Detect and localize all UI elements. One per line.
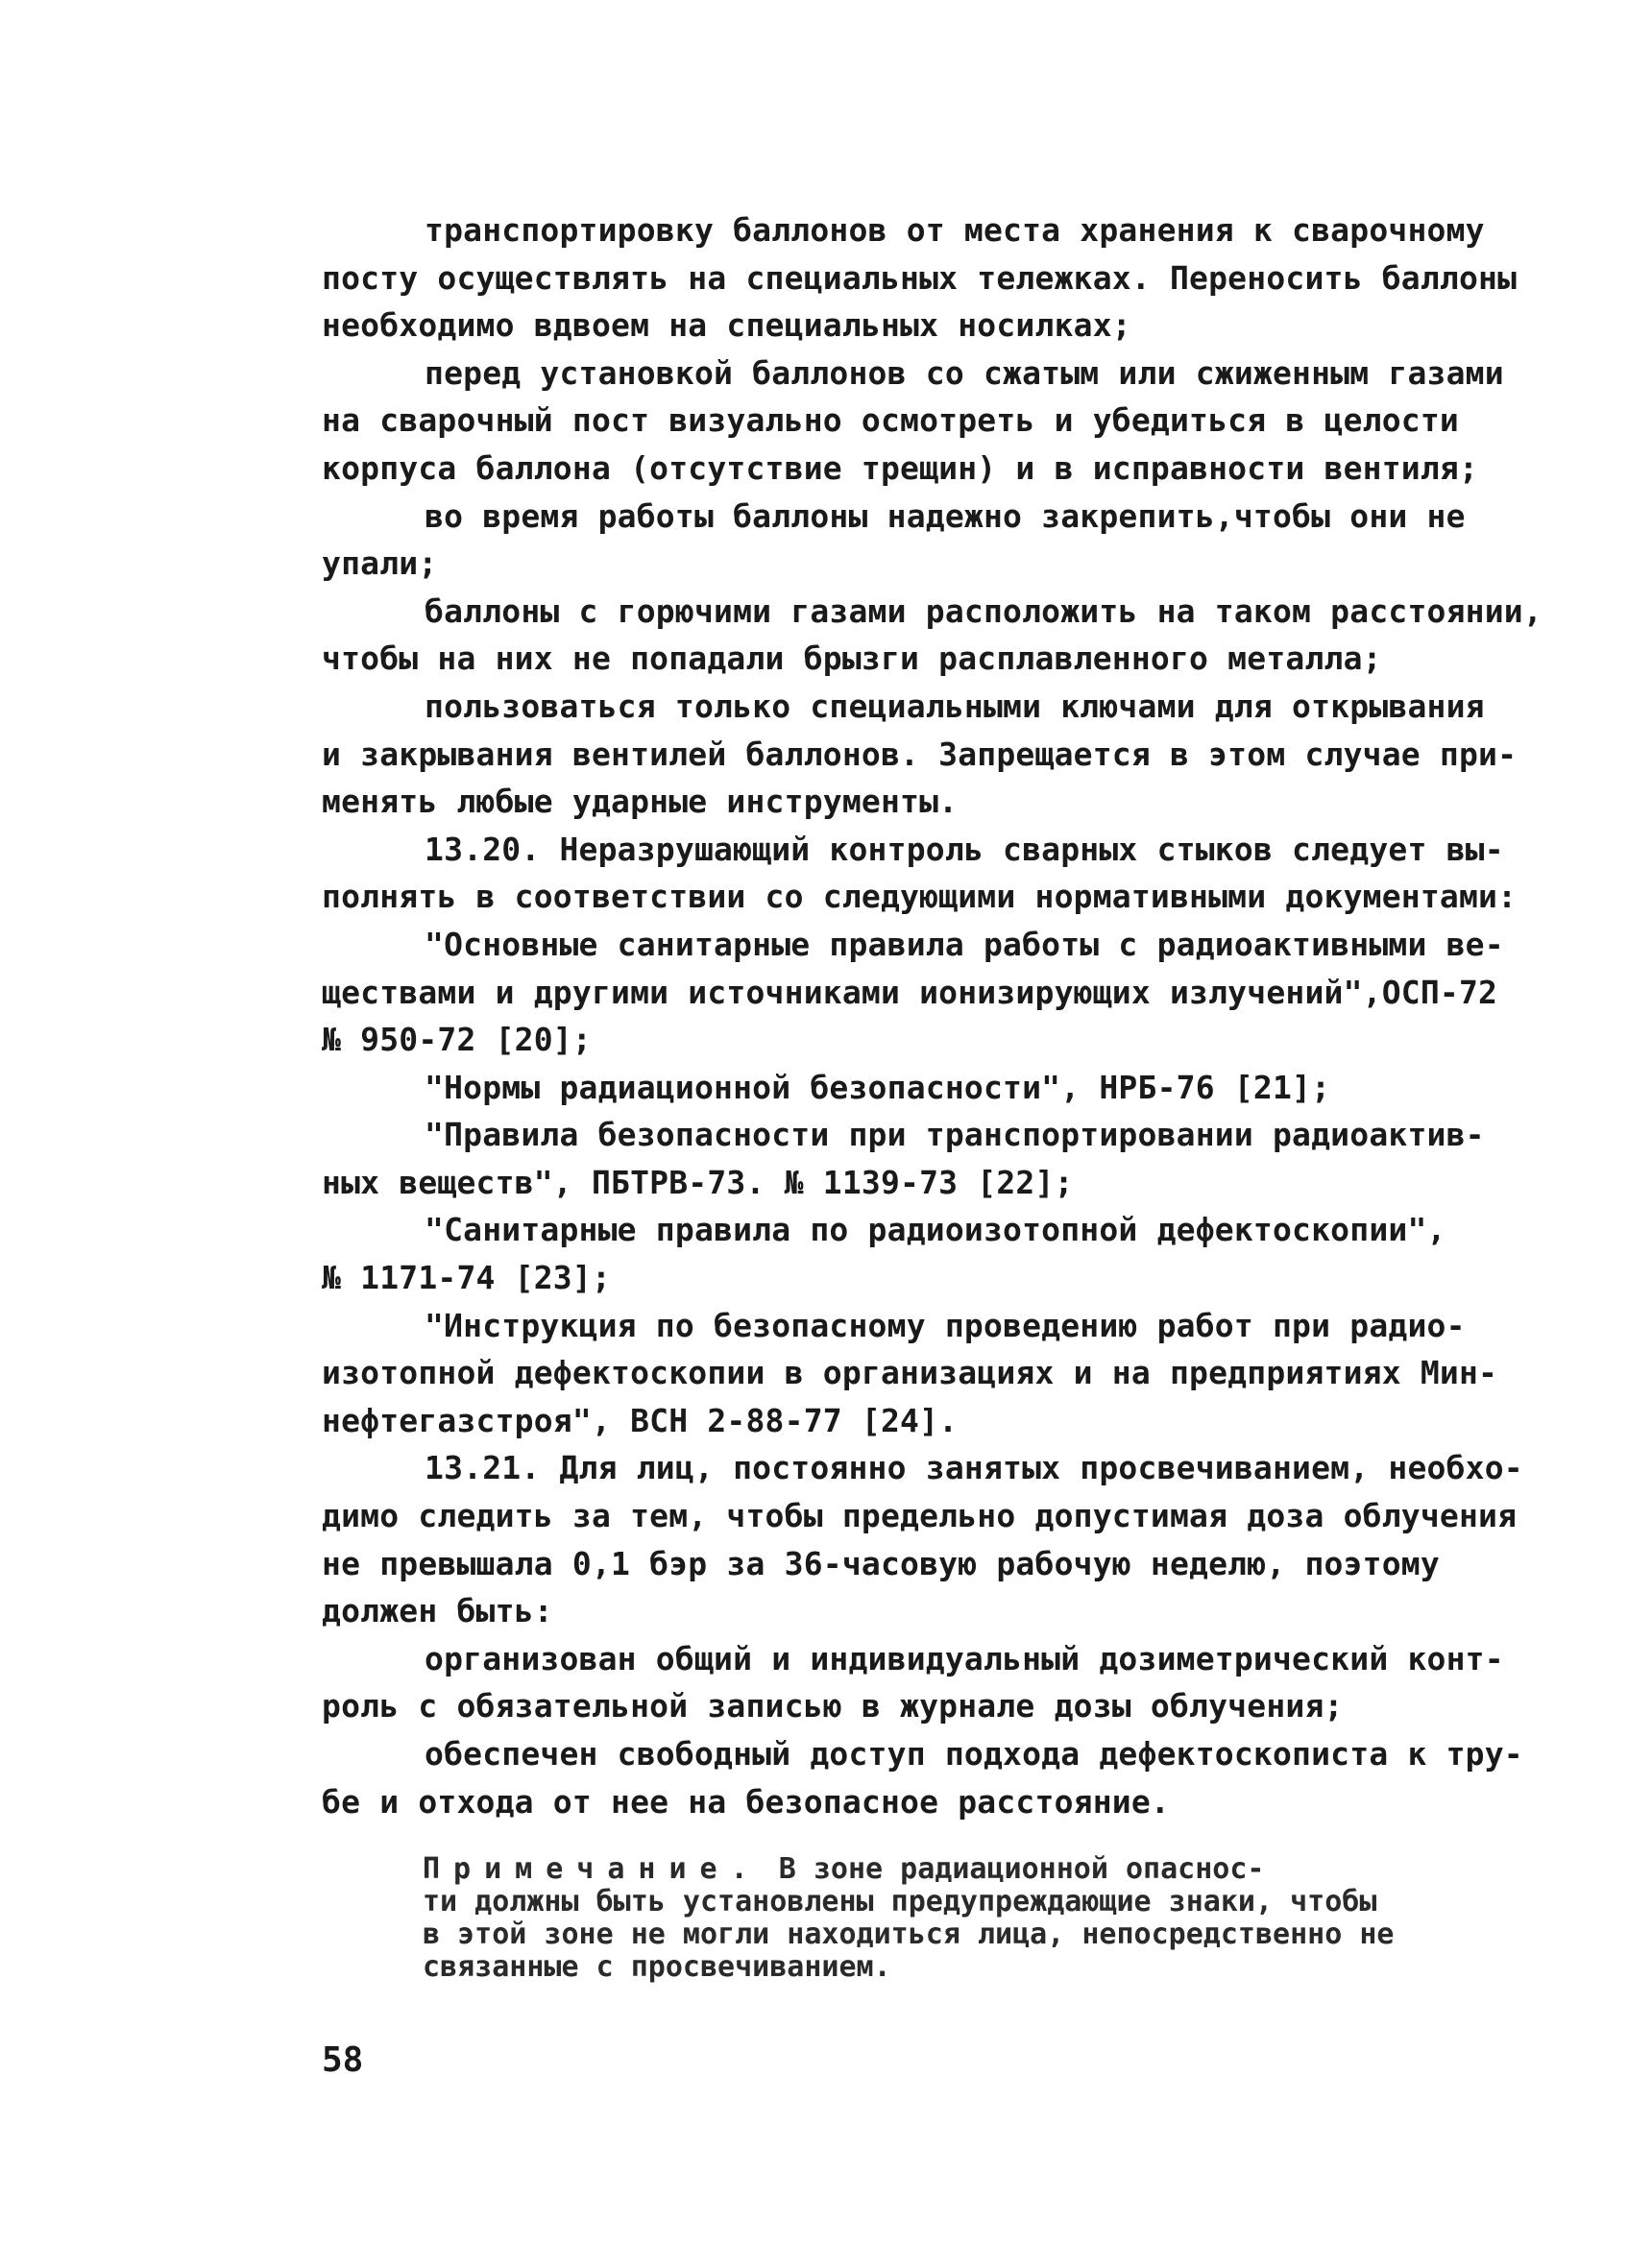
text-line: 13.21. Для лиц, постоянно занятых просвечиванием, необхо- (425, 1449, 1523, 1487)
text-line: обеспечен свободный доступ подхода дефектоскописта к тру- (425, 1735, 1523, 1773)
text-line: транспортировку баллонов от места хранения к сварочному (425, 211, 1485, 249)
text-line: "Инструкция по безопасному проведению работ при радио- (425, 1306, 1466, 1344)
text-line: димо следить за тем, чтобы предельно допустимая доза облучения (322, 1497, 1518, 1535)
page-number: 58 (322, 2040, 364, 2080)
text-line: пользоваться только специальными ключами для открывания (425, 687, 1485, 725)
text-line: № 1171-74 [23]; (322, 1259, 612, 1297)
text-line: баллоны с горючими газами расположить на таком расстоянии, (425, 591, 1543, 630)
note-line: ти должны быть установлены предупреждающие знаки, чтобы (423, 1885, 1377, 1918)
text-line: ществами и другими источниками ионизирующих излучений",ОСП-72 (322, 973, 1498, 1011)
note-line: связанные с просвечиванием. (423, 1950, 891, 1984)
note-text: В зоне радиационной опаснос- (778, 1852, 1265, 1886)
text-line: полнять в соответствии со следующими нормативными документами: (322, 878, 1518, 916)
text-line: "Правила безопасности при транспортировании радиоактив- (425, 1116, 1485, 1154)
text-line: не превышала 0,1 бэр за 36-часовую рабочую неделю, поэтому (322, 1544, 1440, 1582)
note-first-line (423, 1853, 1537, 1886)
text-line: изотопной дефектоскопии в организациях и на предприятиях Мин- (322, 1354, 1498, 1392)
text-line: бе и отхода от нее на безопасное расстояние. (322, 1782, 1170, 1821)
body-text (322, 206, 1542, 1825)
text-line: и закрывания вентилей баллонов. Запрещается в этом случае при- (322, 735, 1518, 773)
text-line: перед установкой баллонов со сжатым или сжиженным газами (425, 353, 1504, 392)
note-line: в этой зоне не могли находиться лица, непосредственно не (423, 1918, 1395, 1951)
text-line: должен быть: (322, 1592, 553, 1630)
text-line: 13.20. Неразрушающий контроль сварных стыков следует вы- (425, 830, 1504, 868)
text-line: нефтегазстроя", ВСН 2-88-77 [24]. (322, 1401, 959, 1439)
text-line: посту осуществлять на специальных тележках. Переносить баллоны (322, 258, 1518, 297)
text-line: "Нормы радиационной безопасности", НРБ-76 [21]; (425, 1068, 1331, 1106)
text-line: роль с обязательной записью в журнале дозы облучения; (322, 1687, 1344, 1725)
text-line: "Санитарные правила по радиоизотопной дефектоскопии", (425, 1211, 1446, 1249)
text-line: необходимо вдвоем на специальных носилках; (322, 306, 1131, 345)
text-line: менять любые ударные инструменты. (322, 783, 959, 821)
text-line: во время работы баллоны надежно закрепить,чтобы они не (425, 496, 1466, 535)
text-line: ных веществ", ПБТРВ-73. № 1139-73 [22]; (322, 1163, 1074, 1201)
text-line: чтобы на них не попадали брызги расплавленного металла; (322, 639, 1382, 678)
text-line: упали; (322, 544, 438, 583)
text-line: "Основные санитарные правила работы с радиоактивными ве- (425, 925, 1504, 963)
text-line: корпуса баллона (отсутствие трещин) и в исправности вентиля; (322, 448, 1479, 487)
note-block (423, 1853, 1537, 1984)
text-line: № 950-72 [20]; (322, 1021, 592, 1059)
text-line: на сварочный пост визуально осмотреть и убедиться в целости (322, 401, 1459, 440)
text-line: организован общий и индивидуальный дозиметрический конт- (425, 1639, 1504, 1677)
note-label: Примечание. (423, 1852, 762, 1886)
